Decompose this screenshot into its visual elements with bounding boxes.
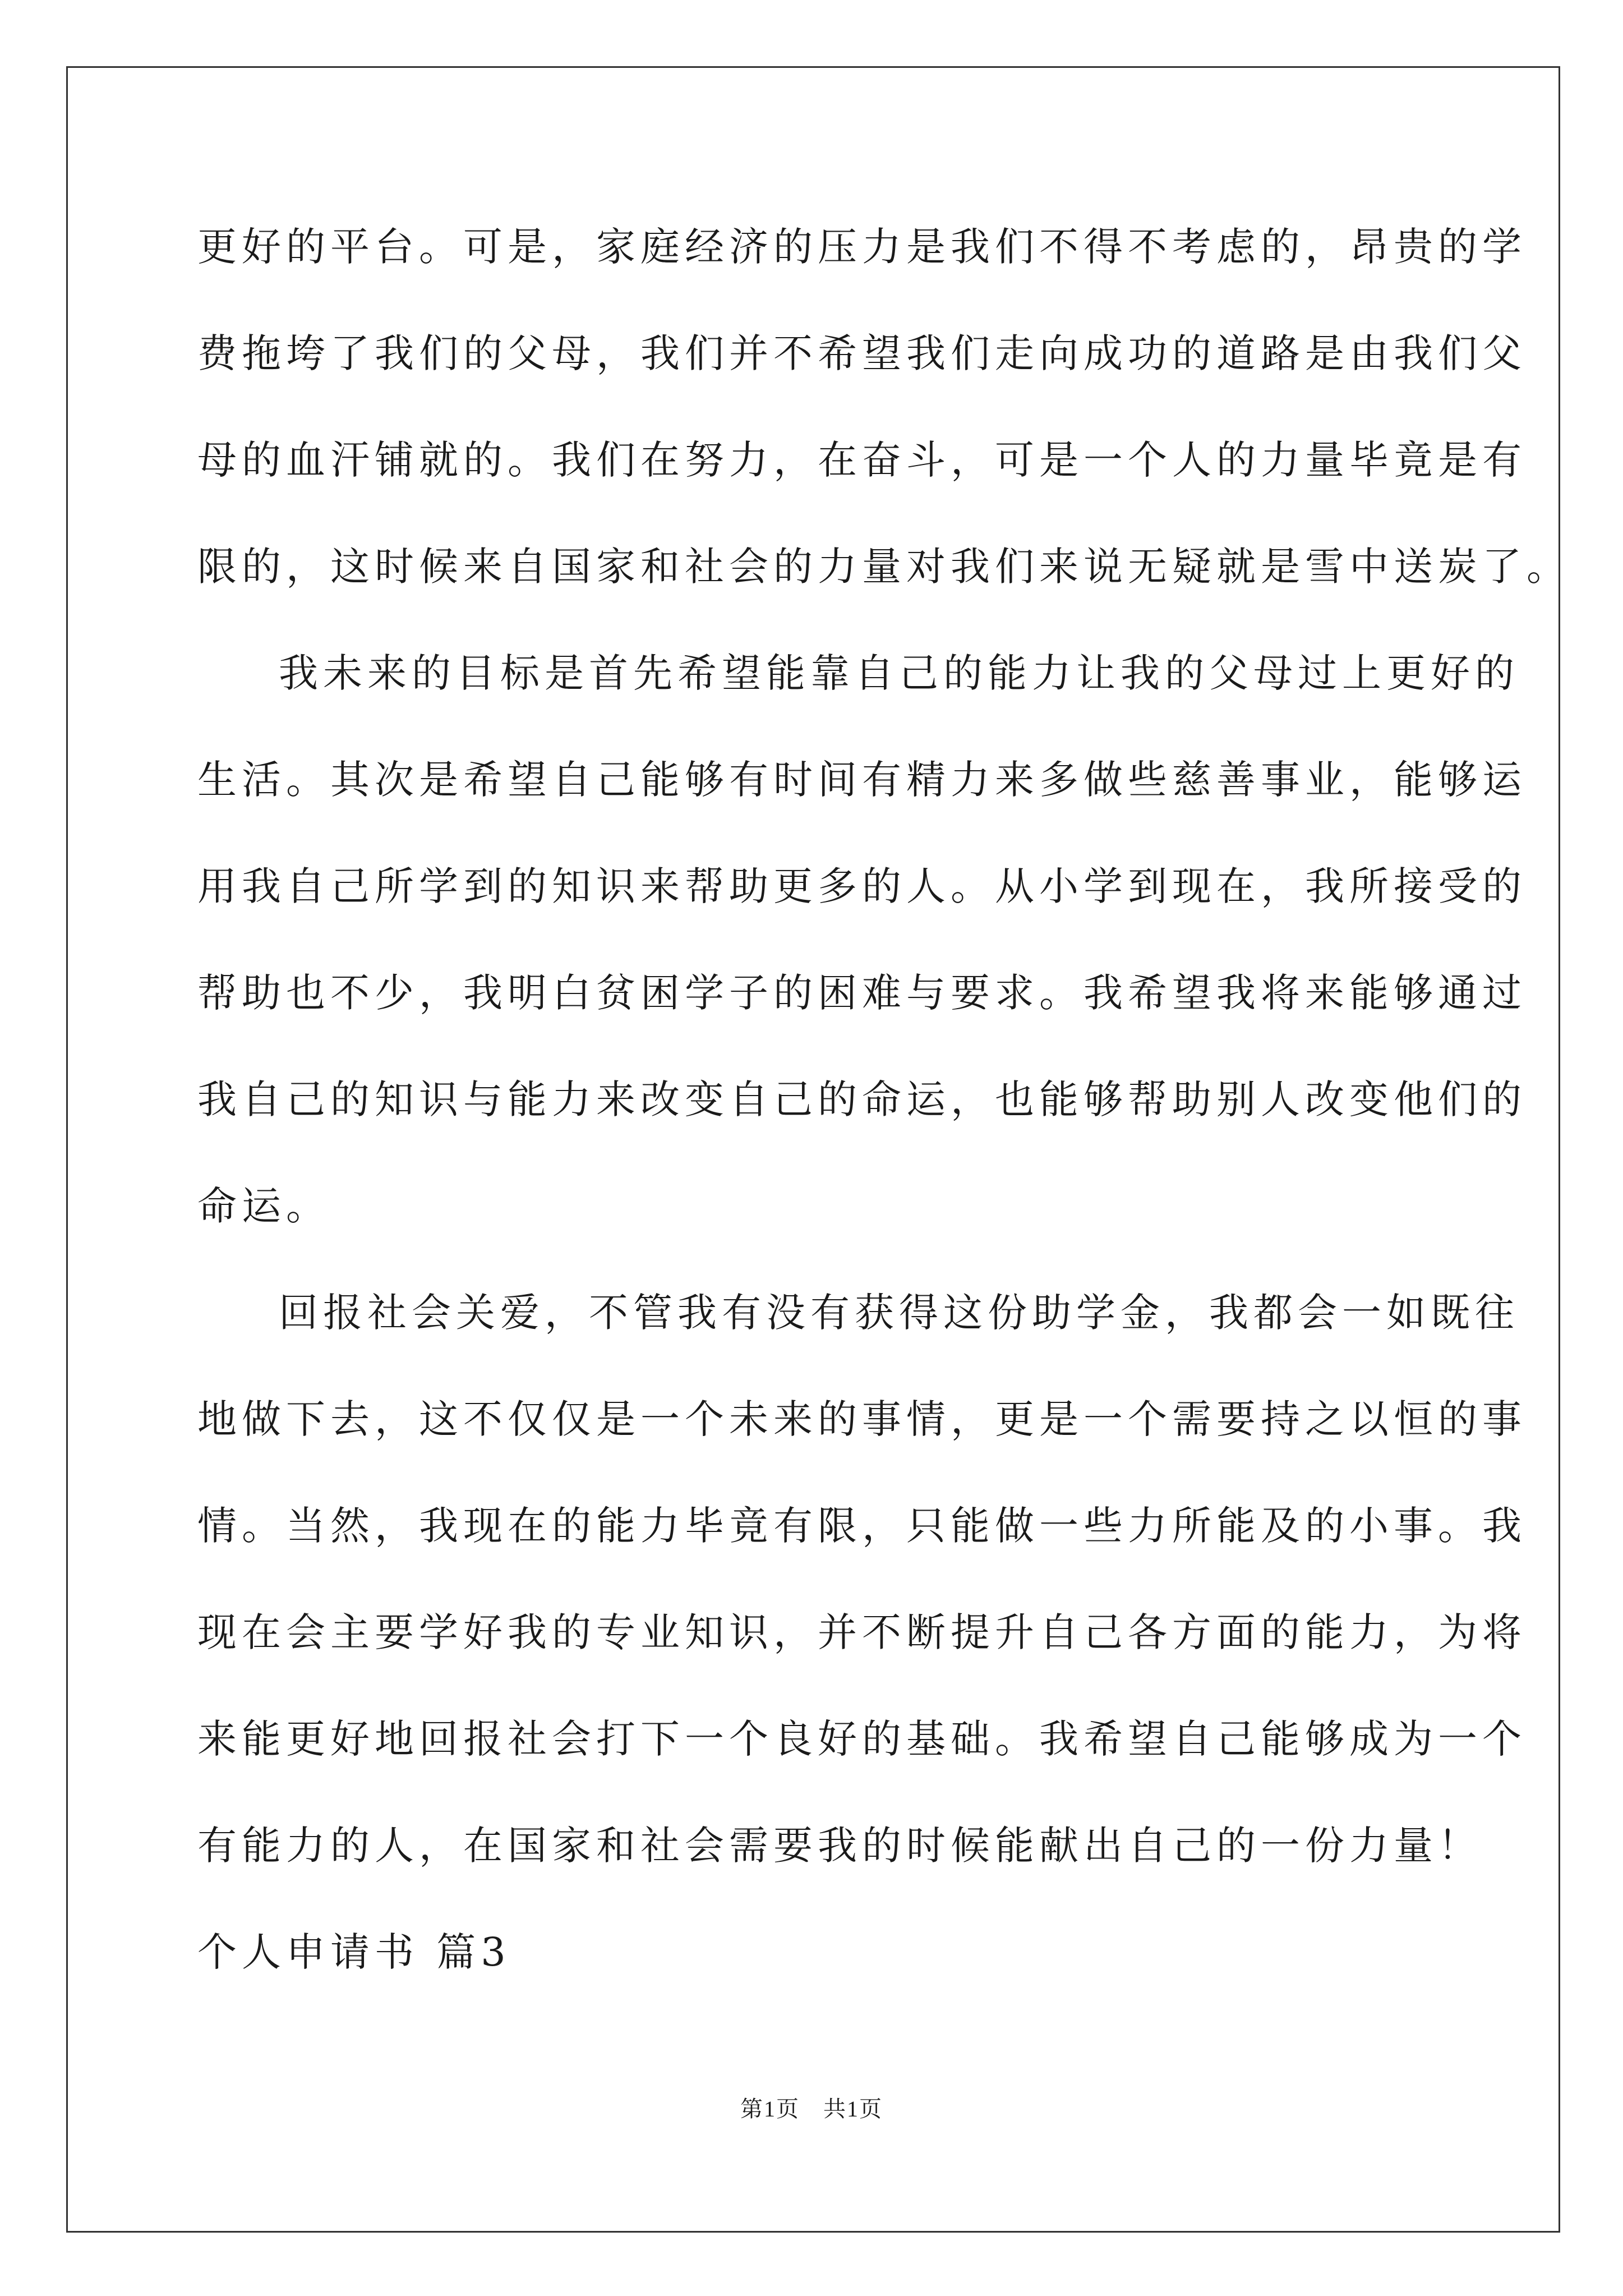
text-line: 现在会主要学好我的专业知识，并不断提升自己各方面的能力，为将 (197, 1609, 1527, 1655)
text-line: 来能更好地回报社会打下一个良好的基础。我希望自己能够成为一个 (197, 1716, 1527, 1762)
text-line: 我自己的知识与能力来改变自己的命运，也能够帮助别人改变他们的 (197, 1076, 1527, 1122)
text-line: 地做下去，这不仅仅是一个未来的事情，更是一个需要持之以恒的事 (197, 1396, 1527, 1442)
paragraph-start-line: 我未来的目标是首先希望能靠自己的能力让我的父母过上更好的 (279, 650, 1519, 696)
document-body (197, 213, 1571, 2025)
page-number-footer: 第1页 共1页 (740, 2096, 883, 2122)
text-line: 限的，这时候来自国家和社会的力量对我们来说无疑就是雪中送炭了。 (197, 544, 1571, 590)
paragraph-start-line: 回报社会关爱，不管我有没有获得这份助学金，我都会一如既往 (279, 1290, 1519, 1336)
text-line: 费拖垮了我们的父母，我们并不希望我们走向成功的道路是由我们父 (197, 330, 1527, 376)
text-line: 有能力的人，在国家和社会需要我的时候能献出自己的一份力量！ (197, 1823, 1482, 1869)
text-line: 命运。 (197, 1183, 330, 1229)
text-line: 用我自己所学到的知识来帮助更多的人。从小学到现在，我所接受的 (197, 863, 1527, 909)
section-heading: 个人申请书 篇3 (197, 1929, 511, 1975)
text-line: 更好的平台。可是，家庭经济的压力是我们不得不考虑的，昂贵的学 (197, 224, 1527, 270)
text-line: 情。当然，我现在的能力毕竟有限，只能做一些力所能及的小事。我 (197, 1503, 1527, 1549)
text-line: 母的血汗铺就的。我们在努力，在奋斗，可是一个人的力量毕竟是有 (197, 437, 1527, 483)
text-line: 生活。其次是希望自己能够有时间有精力来多做些慈善事业，能够运 (197, 757, 1527, 803)
text-line: 帮助也不少，我明白贫困学子的困难与要求。我希望我将来能够通过 (197, 970, 1527, 1016)
